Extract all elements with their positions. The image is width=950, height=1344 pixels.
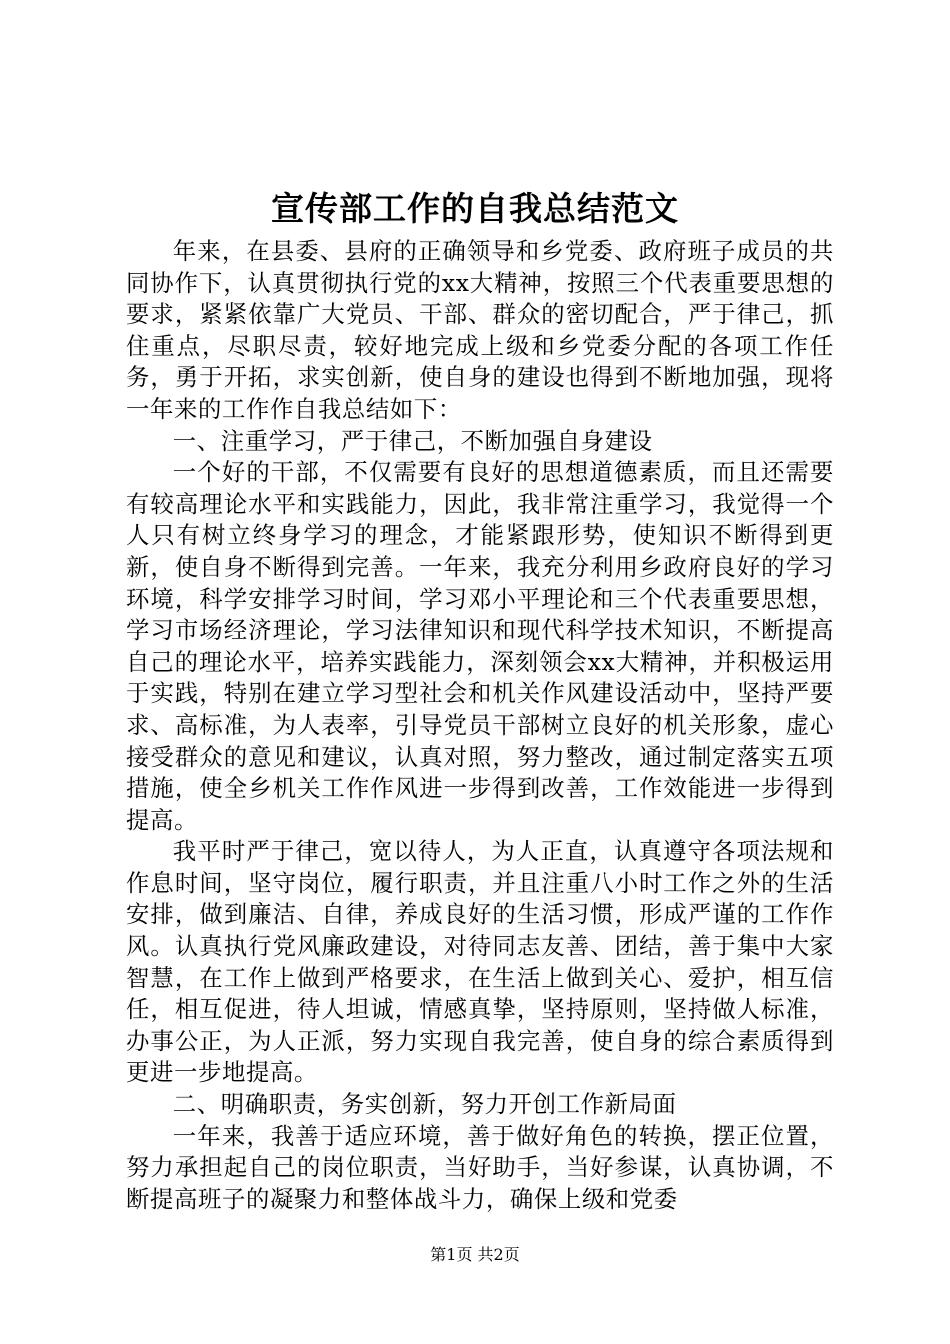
section-heading-2: 二、明确职责，务实创新，努力开创工作新局面 — [172, 1090, 677, 1119]
paragraph-intro: 年来，在县委、县府的正确领导和乡党委、政府班子成员的共同协作下，认真贯彻执行党的xx大精神，按照三个代表重要思想的要求，紧紧依靠广大党员、干部、群众的密切配合，严于律己，抓住重点，尽职尽责，较好地完成上级和乡党委分配的各项工作任务，勇于开拓，求实创新，使自身的建设也得到不断地加强，现将一年来的工作作自我总结如下： — [126, 237, 834, 423]
document-title: 宣传部工作的自我总结范文 — [271, 189, 679, 228]
page-number-footer: 第1页 共2页 — [430, 1245, 520, 1264]
section-heading-1: 一、注重学习，严于律己，不断加强自身建设 — [172, 426, 653, 455]
document-body — [126, 236, 834, 1215]
paragraph-duties: 一年来，我善于适应环境，善于做好角色的转换，摆正位置，努力承担起自己的岗位职责，当好助手，当好参谋，认真协调，不断提高班子的凝聚力和整体战斗力，确保上级和党委 — [126, 1121, 834, 1213]
paragraph-discipline: 我平时严于律己，宽以待人，为人正直，认真遵守各项法规和作息时间，坚守岗位，履行职责，并且注重八小时工作之外的生活安排，做到廉洁、自律，养成良好的生活习惯，形成严谨的工作作风。认真执行党风廉政建设，对待同志友善、团结，善于集中大家智慧，在工作上做到严格要求，在生活上做到关心、爱护，相互信任，相互促进，待人坦诚，情感真挚，坚持原则，坚持做人标准，办事公正，为人正派，努力实现自我完善，使自身的综合素质得到更进一步地提高。 — [126, 837, 834, 1087]
paragraph-study: 一个好的干部，不仅需要有良好的思想道德素质，而且还需要有较高理论水平和实践能力，因此，我非常注重学习，我觉得一个人只有树立终身学习的理念，才能紧跟形势，使知识不断得到更新，使自身不断得到完善。一年来，我充分利用乡政府良好的学习环境，科学安排学习时间，学习邓小平理论和三个代表重要思想，学习市场经济理论，学习法律知识和现代科学技术知识，不断提高自己的理论水平，培养实践能力，深刻领会xx大精神，并积极运用于实践，特别在建立学习型社会和机关作风建设活动中，坚持严要求、高标准，为人表率，引导党员干部树立良好的机关形象，虚心接受群众的意见和建议，认真对照，努力整改，通过制定落实五项措施，使全乡机关工作作风进一步得到改善，工作效能进一步得到提高。 — [126, 458, 834, 834]
